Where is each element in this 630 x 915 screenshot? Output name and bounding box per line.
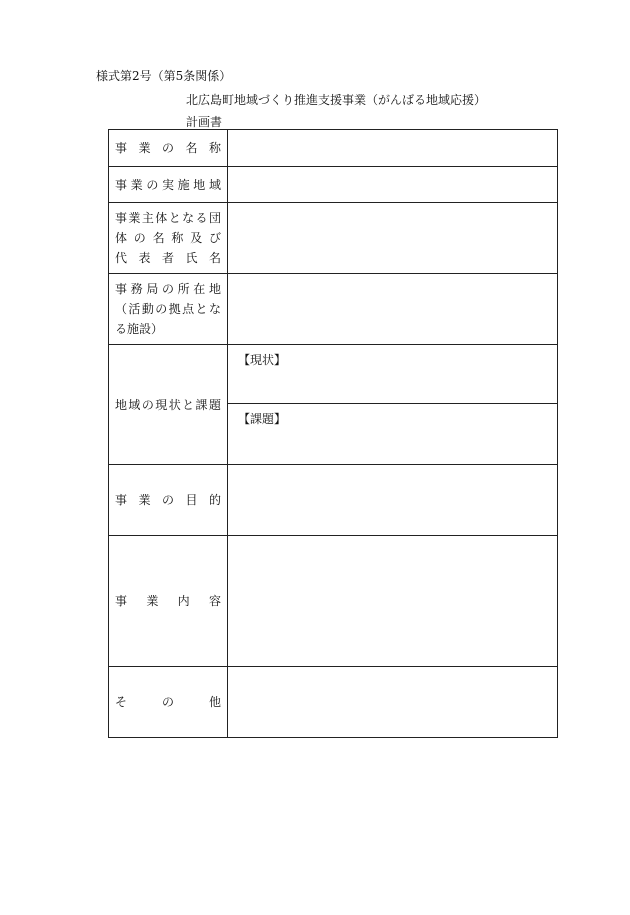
label-char: 名: [152, 231, 165, 245]
field-content[interactable]: [228, 536, 558, 667]
label-char: 地: [208, 282, 221, 296]
label-content: [109, 536, 228, 667]
spread-text: [115, 299, 221, 319]
spread-text: [115, 395, 221, 415]
label-char: 域: [208, 177, 221, 192]
label-char: 体: [155, 211, 168, 225]
spread-text: [115, 228, 221, 248]
row-region-status: [109, 345, 558, 465]
field-other[interactable]: [228, 667, 558, 738]
row-content: [109, 536, 558, 667]
row-project-area: [109, 167, 558, 203]
label-char: 施: [177, 177, 190, 192]
label-char: 事: [115, 141, 128, 155]
label-char: 内: [177, 594, 190, 608]
label-char: 実: [161, 177, 174, 192]
row-office: [109, 274, 558, 345]
spread-text: [115, 591, 221, 611]
spread-text: [115, 138, 221, 158]
row-purpose: [109, 465, 558, 536]
form-number: 様式第2号（第5条関係）: [96, 69, 232, 83]
label-char: 局: [146, 282, 159, 296]
label-char: び: [208, 231, 221, 245]
plan-table: [108, 129, 558, 738]
label-char: の: [161, 695, 174, 709]
label-char: 体: [115, 231, 128, 245]
label-char: 名: [208, 251, 221, 265]
field-office[interactable]: [228, 274, 558, 345]
label-project-name: [109, 130, 228, 167]
label-office: [109, 274, 228, 345]
document-subtitle: 計画書: [186, 115, 223, 129]
field-region-status: [228, 345, 558, 465]
label-char: 拠: [168, 302, 181, 316]
label-char: 主: [141, 211, 154, 225]
label-char: 事: [115, 211, 128, 225]
label-char: な: [182, 211, 195, 225]
label-char: 状: [168, 397, 181, 412]
label-char: の: [161, 282, 174, 296]
label-char: 在: [193, 282, 206, 296]
label-char: 活: [128, 302, 141, 316]
label-char: の: [133, 231, 146, 245]
label-char: 容: [208, 594, 221, 608]
label-char: 業: [128, 211, 141, 225]
label-char: 事: [115, 493, 128, 507]
spread-text: [115, 208, 221, 228]
label-char: 業: [138, 493, 151, 507]
label-char: 事: [115, 594, 128, 608]
spread-text: [115, 490, 221, 510]
label-char: 団: [208, 211, 221, 225]
row-organization: [109, 203, 558, 274]
label-char: そ: [115, 695, 128, 709]
field-organization[interactable]: [228, 203, 558, 274]
label-char: 題: [208, 397, 221, 412]
label-char: 称: [208, 141, 221, 155]
label-char: 代: [115, 251, 128, 265]
label-char: の: [146, 177, 159, 192]
label-char: の: [161, 493, 174, 507]
label-char: 務: [130, 282, 143, 296]
label-char: 的: [208, 493, 221, 507]
label-organization: [109, 203, 228, 274]
issue-tag: 【課題】: [238, 412, 287, 426]
status-box[interactable]: [228, 345, 557, 404]
label-char: 点: [182, 302, 195, 316]
spread-text: [115, 248, 221, 268]
label-char: 氏: [185, 251, 198, 265]
label-char: な: [208, 302, 221, 316]
label-char: 現: [155, 397, 168, 412]
label-char: 域: [128, 397, 141, 412]
label-char: の: [161, 141, 174, 155]
label-char: 事: [115, 282, 128, 296]
label-char: 課: [195, 397, 208, 412]
document-title: 北広島町地域づくり推進支援事業（がんばる地域応援）: [186, 93, 487, 107]
label-char: 称: [171, 231, 184, 245]
label-char: 名: [185, 141, 198, 155]
row-project-name: [109, 130, 558, 167]
label-char: の: [155, 302, 168, 316]
office-line3: る施設）: [115, 322, 164, 336]
label-char: 業: [146, 594, 159, 608]
label-char: と: [182, 397, 195, 412]
status-tag: 【現状】: [238, 353, 287, 367]
label-char: の: [141, 397, 154, 412]
field-purpose[interactable]: [228, 465, 558, 536]
spread-text: [115, 279, 221, 299]
label-char: と: [195, 302, 208, 316]
spread-text: [115, 692, 221, 712]
field-project-area[interactable]: [228, 167, 558, 203]
label-char: 地: [193, 177, 206, 192]
field-project-name[interactable]: [228, 130, 558, 167]
label-char: 業: [138, 141, 151, 155]
row-other: [109, 667, 558, 738]
label-char: 事: [115, 177, 128, 192]
label-char: 地: [115, 397, 128, 412]
spread-text: [115, 175, 221, 195]
label-project-area: [109, 167, 228, 203]
label-char: 及: [190, 231, 203, 245]
label-char: 者: [161, 251, 174, 265]
label-char: 表: [138, 251, 151, 265]
label-char: （: [115, 302, 128, 316]
label-char: 他: [208, 695, 221, 709]
label-purpose: [109, 465, 228, 536]
label-char: 目: [185, 493, 198, 507]
label-char: る: [195, 211, 208, 225]
label-char: 業: [130, 177, 143, 192]
label-other: [109, 667, 228, 738]
label-char: 動: [141, 302, 154, 316]
label-char: と: [168, 211, 181, 225]
issue-box[interactable]: [228, 404, 557, 464]
label-region-status: [109, 345, 228, 465]
label-char: 所: [177, 282, 190, 296]
